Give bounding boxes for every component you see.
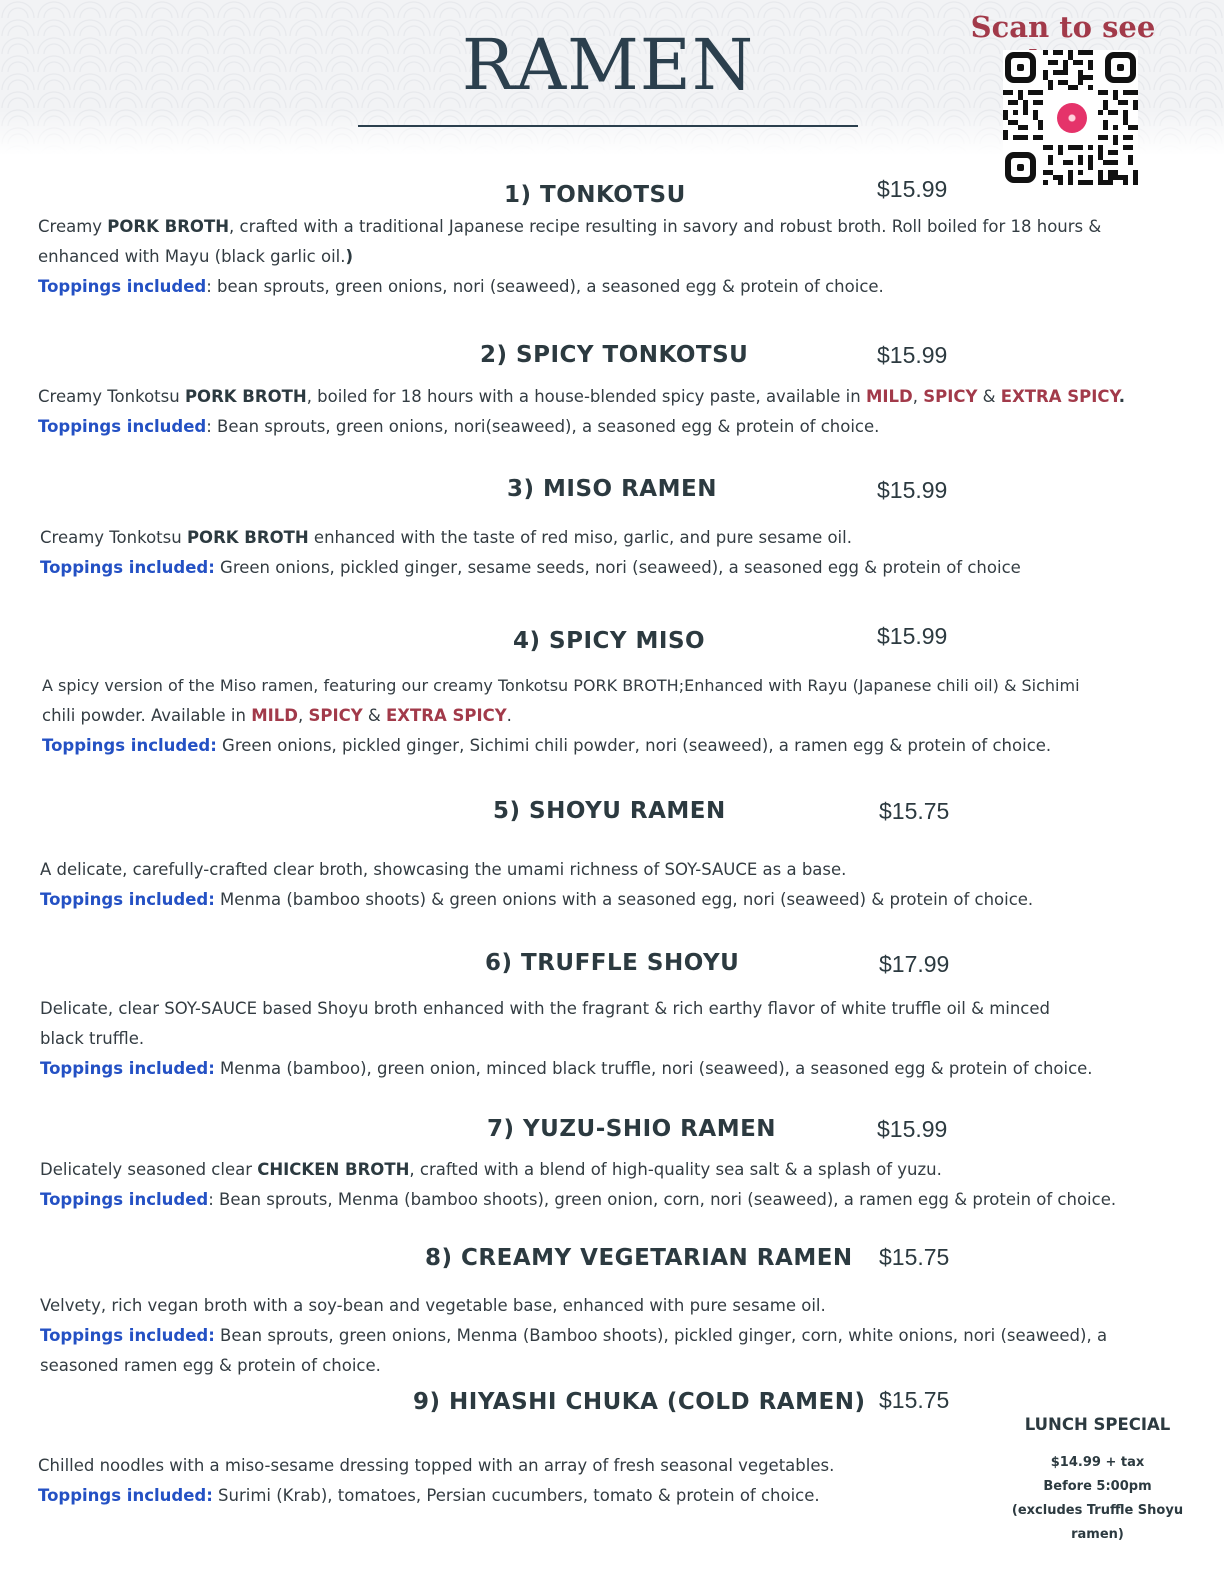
item-description: Delicate, clear SOY-SAUCE based Shoyu broth enhanced with the fragrant & rich earthy flavor of white truffle oil & minced [40,999,1051,1018]
item-price: $15.75 [879,1244,950,1270]
item-description: A delicate, carefully-crafted clear broth, showcasing the umami richness of SOY-SAUCE as a base. [40,860,847,879]
item-description-line2: enhanced with Mayu (black garlic oil.) [38,247,354,266]
item-toppings: Toppings included: bean sprouts, green onions, nori (seaweed), a seasoned egg & protein of choice. [38,277,884,296]
item-price: $17.99 [879,951,950,977]
item-description: Creamy Tonkotsu PORK BROTH, boiled for 18 hours with a house-blended spicy paste, available in MILD, SPICY & EXTRA SPICY. [38,387,1125,406]
qr-code-icon[interactable] [1003,50,1138,185]
qr-finder-bottom-left [1005,152,1036,183]
item-price: $15.75 [879,798,950,824]
item-toppings: Toppings included: Menma (bamboo), green onion, minced black truffle, nori (seaweed), a seasoned egg & protein of choice. [40,1059,1093,1078]
toppings-label: Toppings included [40,1190,209,1209]
toppings-label: Toppings included: [40,1326,215,1345]
item-price: $15.99 [877,342,948,368]
item-price: $15.99 [877,176,948,202]
toppings-label: Toppings included [38,417,207,436]
toppings-label: Toppings included: [38,1486,213,1505]
lunch-special-time: Before 5:00pm [1043,1479,1152,1494]
item-description-line2: black truffle. [40,1029,145,1048]
qr-finder-top-right [1105,52,1136,83]
item-description: Velvety, rich vegan broth with a soy-bean and vegetable base, enhanced with pure sesame oil. [40,1296,826,1315]
item-description: Creamy PORK BROTH, crafted with a traditional Japanese recipe resulting in savory and robust broth. Roll boiled for 18 hours & [38,217,1102,236]
scan-label: Scan to see [970,10,1156,44]
item-description: Chilled noodles with a miso-sesame dressing topped with an array of fresh seasonal vegetables. [38,1456,835,1475]
item-name: 4) SPICY MISO [513,628,706,654]
item-name: 5) SHOYU RAMEN [493,798,726,824]
item-price: $15.99 [877,1116,948,1142]
item-toppings: Toppings included: Green onions, pickled ginger, sesame seeds, nori (seaweed), a seasoned egg & protein of choice [40,558,1021,577]
cherry-blossom-icon [1057,103,1087,133]
lunch-special-price: $14.99 + tax [1050,1455,1145,1470]
item-description: A spicy version of the Miso ramen, featuring our creamy Tonkotsu PORK BROTH;Enhanced with Rayu (Japanese chili oil) & Sichimi [42,676,1080,695]
title-divider [358,125,858,127]
item-description: Creamy Tonkotsu PORK BROTH enhanced with the taste of red miso, garlic, and pure sesame oil. [40,528,852,547]
toppings-label: Toppings included [38,277,207,296]
lunch-special-title: LUNCH SPECIAL [1024,1415,1171,1434]
item-toppings: Toppings included: Green onions, pickled ginger, Sichimi chili powder, nori (seaweed), a ramen egg & protein of choice. [42,736,1052,755]
item-toppings: Toppings included: Surimi (Krab), tomatoes, Persian cucumbers, tomato & protein of choice. [38,1486,820,1505]
item-toppings-line2: seasoned ramen egg & protein of choice. [40,1356,381,1375]
item-description: Delicately seasoned clear CHICKEN BROTH, crafted with a blend of high-quality sea salt & a splash of yuzu. [40,1160,942,1179]
lunch-special-note-line2: ramen) [1071,1527,1124,1542]
page-title: RAMEN [461,24,755,106]
item-name: 1) TONKOTSU [504,182,686,208]
item-name: 6) TRUFFLE SHOYU [485,950,740,976]
qr-finder-top-left [1005,52,1036,83]
item-name: 3) MISO RAMEN [507,476,717,502]
toppings-label: Toppings included: [42,736,217,755]
item-name: 8) CREAMY VEGETARIAN RAMEN [425,1245,853,1271]
item-toppings: Toppings included: Menma (bamboo shoots) & green onions with a seasoned egg, nori (seaweed) & protein of choice. [40,890,1034,909]
item-name: 2) SPICY TONKOTSU [480,342,749,368]
toppings-label: Toppings included: [40,1059,215,1078]
item-toppings: Toppings included: Bean sprouts, Menma (bamboo shoots), green onion, corn, nori (seaweed), a ramen egg & protein of choice. [40,1190,1117,1209]
item-name: 7) YUZU-SHIO RAMEN [487,1116,777,1142]
item-price: $15.99 [877,477,948,503]
item-price: $15.75 [879,1387,950,1413]
toppings-label: Toppings included: [40,558,215,577]
toppings-label: Toppings included: [40,890,215,909]
item-toppings: Toppings included: Bean sprouts, green onions, Menma (Bamboo shoots), pickled ginger, corn, white onions, nori (seaweed), a [40,1326,1108,1345]
item-description-line2: chili powder. Available in MILD, SPICY & EXTRA SPICY. [42,706,512,725]
item-price: $15.99 [877,623,948,649]
lunch-special-note: (excludes Truffle Shoyu [1011,1503,1184,1518]
item-toppings: Toppings included: Bean sprouts, green onions, nori(seaweed), a seasoned egg & protein of choice. [38,417,880,436]
item-name: 9) HIYASHI CHUKA (COLD RAMEN) [413,1389,866,1415]
